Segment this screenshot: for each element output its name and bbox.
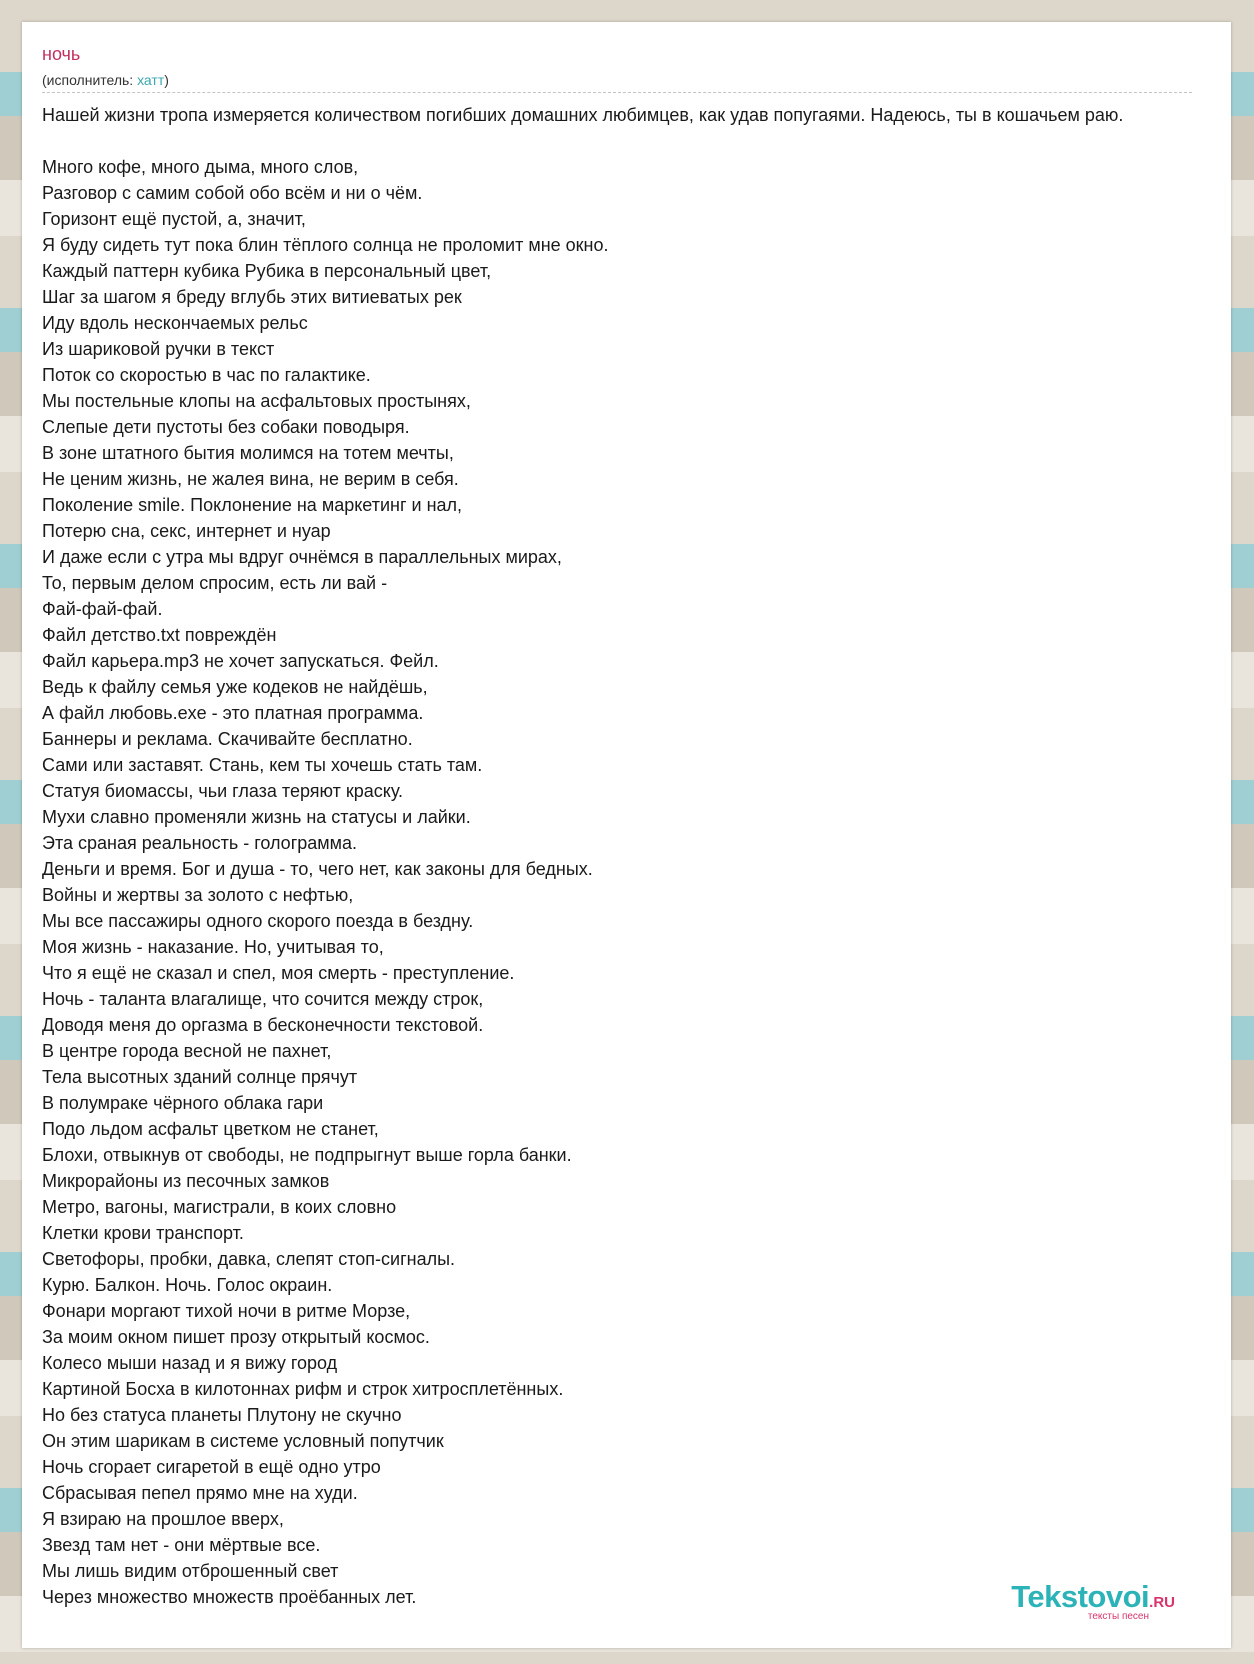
lyrics-line: Что я ещё не сказал и спел, моя смерть - преступление. [42, 963, 515, 983]
lyrics-line: Баннеры и реклама. Скачивайте бесплатно. [42, 729, 413, 749]
lyrics-line: Картиной Босха в килотоннах рифм и строк хитросплетённых. [42, 1379, 564, 1399]
lyrics-line: Фонари моргают тихой ночи в ритме Морзе, [42, 1301, 411, 1321]
lyrics-line: Ночь - таланта влагалище, что сочится между строк, [42, 989, 484, 1009]
lyrics-line: Деньги и время. Бог и душа - то, чего нет, как законы для бедных. [42, 859, 593, 879]
lyrics-line: И даже если с утра мы вдруг очнёмся в параллельных мирах, [42, 547, 562, 567]
lyrics-line: Поколение smile. Поклонение на маркетинг и нал, [42, 495, 463, 515]
lyrics-line: То, первым делом спросим, есть ли вай - [42, 573, 388, 593]
lyrics-verse [42, 154, 1222, 1610]
lyrics-line: Ведь к файлу семья уже кодеков не найдёшь, [42, 677, 428, 697]
lyrics-line: Моя жизнь - наказание. Но, учитывая то, [42, 937, 384, 957]
lyrics-text [42, 102, 1222, 1610]
lyrics-line: Светофоры, пробки, давка, слепят стоп-сигналы. [42, 1249, 456, 1269]
lyrics-line: Эта сраная реальность - голограмма. [42, 833, 358, 853]
lyrics-line: Файл карьера.mp3 не хочет запускаться. Фейл. [42, 651, 439, 671]
artist-suffix: ) [164, 72, 169, 88]
lyrics-line: Мухи славно променяли жизнь на статусы и лайки. [42, 807, 471, 827]
lyrics-line: Разговор с самим собой обо всём и ни о чём. [42, 183, 423, 203]
lyrics-line: В зоне штатного бытия молимся на тотем мечты, [42, 443, 454, 463]
lyrics-line: Файл детство.txt повреждён [42, 625, 277, 645]
logo-name: Tekstovoi [1011, 1579, 1150, 1614]
lyrics-line: Иду вдоль нескончаемых рельс [42, 313, 308, 333]
lyrics-line: Метро, вагоны, магистрали, в коих словно [42, 1197, 397, 1217]
lyrics-line: Через множество множеств проёбанных лет. [42, 1587, 417, 1607]
lyrics-line: Слепые дети пустоты без собаки поводыря. [42, 417, 410, 437]
lyrics-line: Из шариковой ручки в текст [42, 339, 275, 359]
lyrics-line: Сбрасывая пепел прямо мне на худи. [42, 1483, 358, 1503]
site-logo[interactable] [1011, 1579, 1175, 1622]
lyrics-line: Войны и жертвы за золото с нефтью, [42, 885, 354, 905]
lyrics-line: Поток со скоростью в час по галактике. [42, 365, 371, 385]
lyrics-line: В центре города весной не пахнет, [42, 1041, 332, 1061]
lyrics-intro: Нашей жизни тропа измеряется количеством погибших домашних любимцев, как удав попугаями. Надеюсь, ты в кошачьем раю. [42, 105, 1124, 125]
lyrics-line: Но без статуса планеты Плутону не скучно [42, 1405, 402, 1425]
logo-tld: .RU [1149, 1594, 1175, 1611]
lyrics-line: Фай-фай-фай. [42, 599, 163, 619]
artist-link[interactable]: хатт [137, 72, 165, 88]
lyrics-line: Много кофе, много дыма, много слов, [42, 157, 359, 177]
lyrics-line: А файл любовь.exe - это платная программа. [42, 703, 424, 723]
lyrics-line: Каждый паттерн кубика Рубика в персональный цвет, [42, 261, 492, 281]
lyrics-sheet [22, 22, 1231, 1648]
lyrics-line: Не ценим жизнь, не жалея вина, не верим в себя. [42, 469, 459, 489]
lyrics-line: Доводя меня до оргазма в бесконечности текстовой. [42, 1015, 484, 1035]
lyrics-line: Сами или заставят. Стань, кем ты хочешь стать там. [42, 755, 483, 775]
lyrics-line: Колесо мыши назад и я вижу город [42, 1353, 338, 1373]
lyrics-line: За моим окном пишет прозу открытый космос. [42, 1327, 430, 1347]
lyrics-line: Он этим шарикам в системе условный попутчик [42, 1431, 444, 1451]
lyrics-line: Курю. Балкон. Ночь. Голос окраин. [42, 1275, 333, 1295]
lyrics-line: Потерю сна, секс, интернет и нуар [42, 521, 331, 541]
lyrics-line: Звезд там нет - они мёртвые все. [42, 1535, 321, 1555]
lyrics-line: Подо льдом асфальт цветком не станет, [42, 1119, 379, 1139]
lyrics-line: Ночь сгорает сигаретой в ещё одно утро [42, 1457, 381, 1477]
lyrics-line: Мы все пассажиры одного скорого поезда в бездну. [42, 911, 474, 931]
lyrics-line: Мы постельные клопы на асфальтовых простынях, [42, 391, 471, 411]
lyrics-line: Статуя биомассы, чьи глаза теряют краску. [42, 781, 404, 801]
lyrics-line: Клетки крови транспорт. [42, 1223, 244, 1243]
lyrics-line: Мы лишь видим отброшенный свет [42, 1561, 339, 1581]
artist-line [42, 72, 169, 88]
lyrics-line: Горизонт ещё пустой, а, значит, [42, 209, 306, 229]
lyrics-line: Я буду сидеть тут пока блин тёплого солнца не проломит мне окно. [42, 235, 609, 255]
artist-prefix: (исполнитель: [42, 72, 138, 88]
song-title: ночь [42, 44, 81, 64]
lyrics-line: В полумраке чёрного облака гари [42, 1093, 324, 1113]
lyrics-line: Шаг за шагом я бреду вглубь этих витиеватых рек [42, 287, 462, 307]
lyrics-line: Микрорайоны из песочных замков [42, 1171, 330, 1191]
lyrics-line: Я взираю на прошлое вверх, [42, 1509, 284, 1529]
lyrics-line: Блохи, отвыкнув от свободы, не подпрыгнут выше горла банки. [42, 1145, 572, 1165]
title-divider [42, 92, 1192, 93]
logo-tagline: тексты песен [1087, 1611, 1149, 1622]
lyrics-line: Тела высотных зданий солнце прячут [42, 1067, 358, 1087]
